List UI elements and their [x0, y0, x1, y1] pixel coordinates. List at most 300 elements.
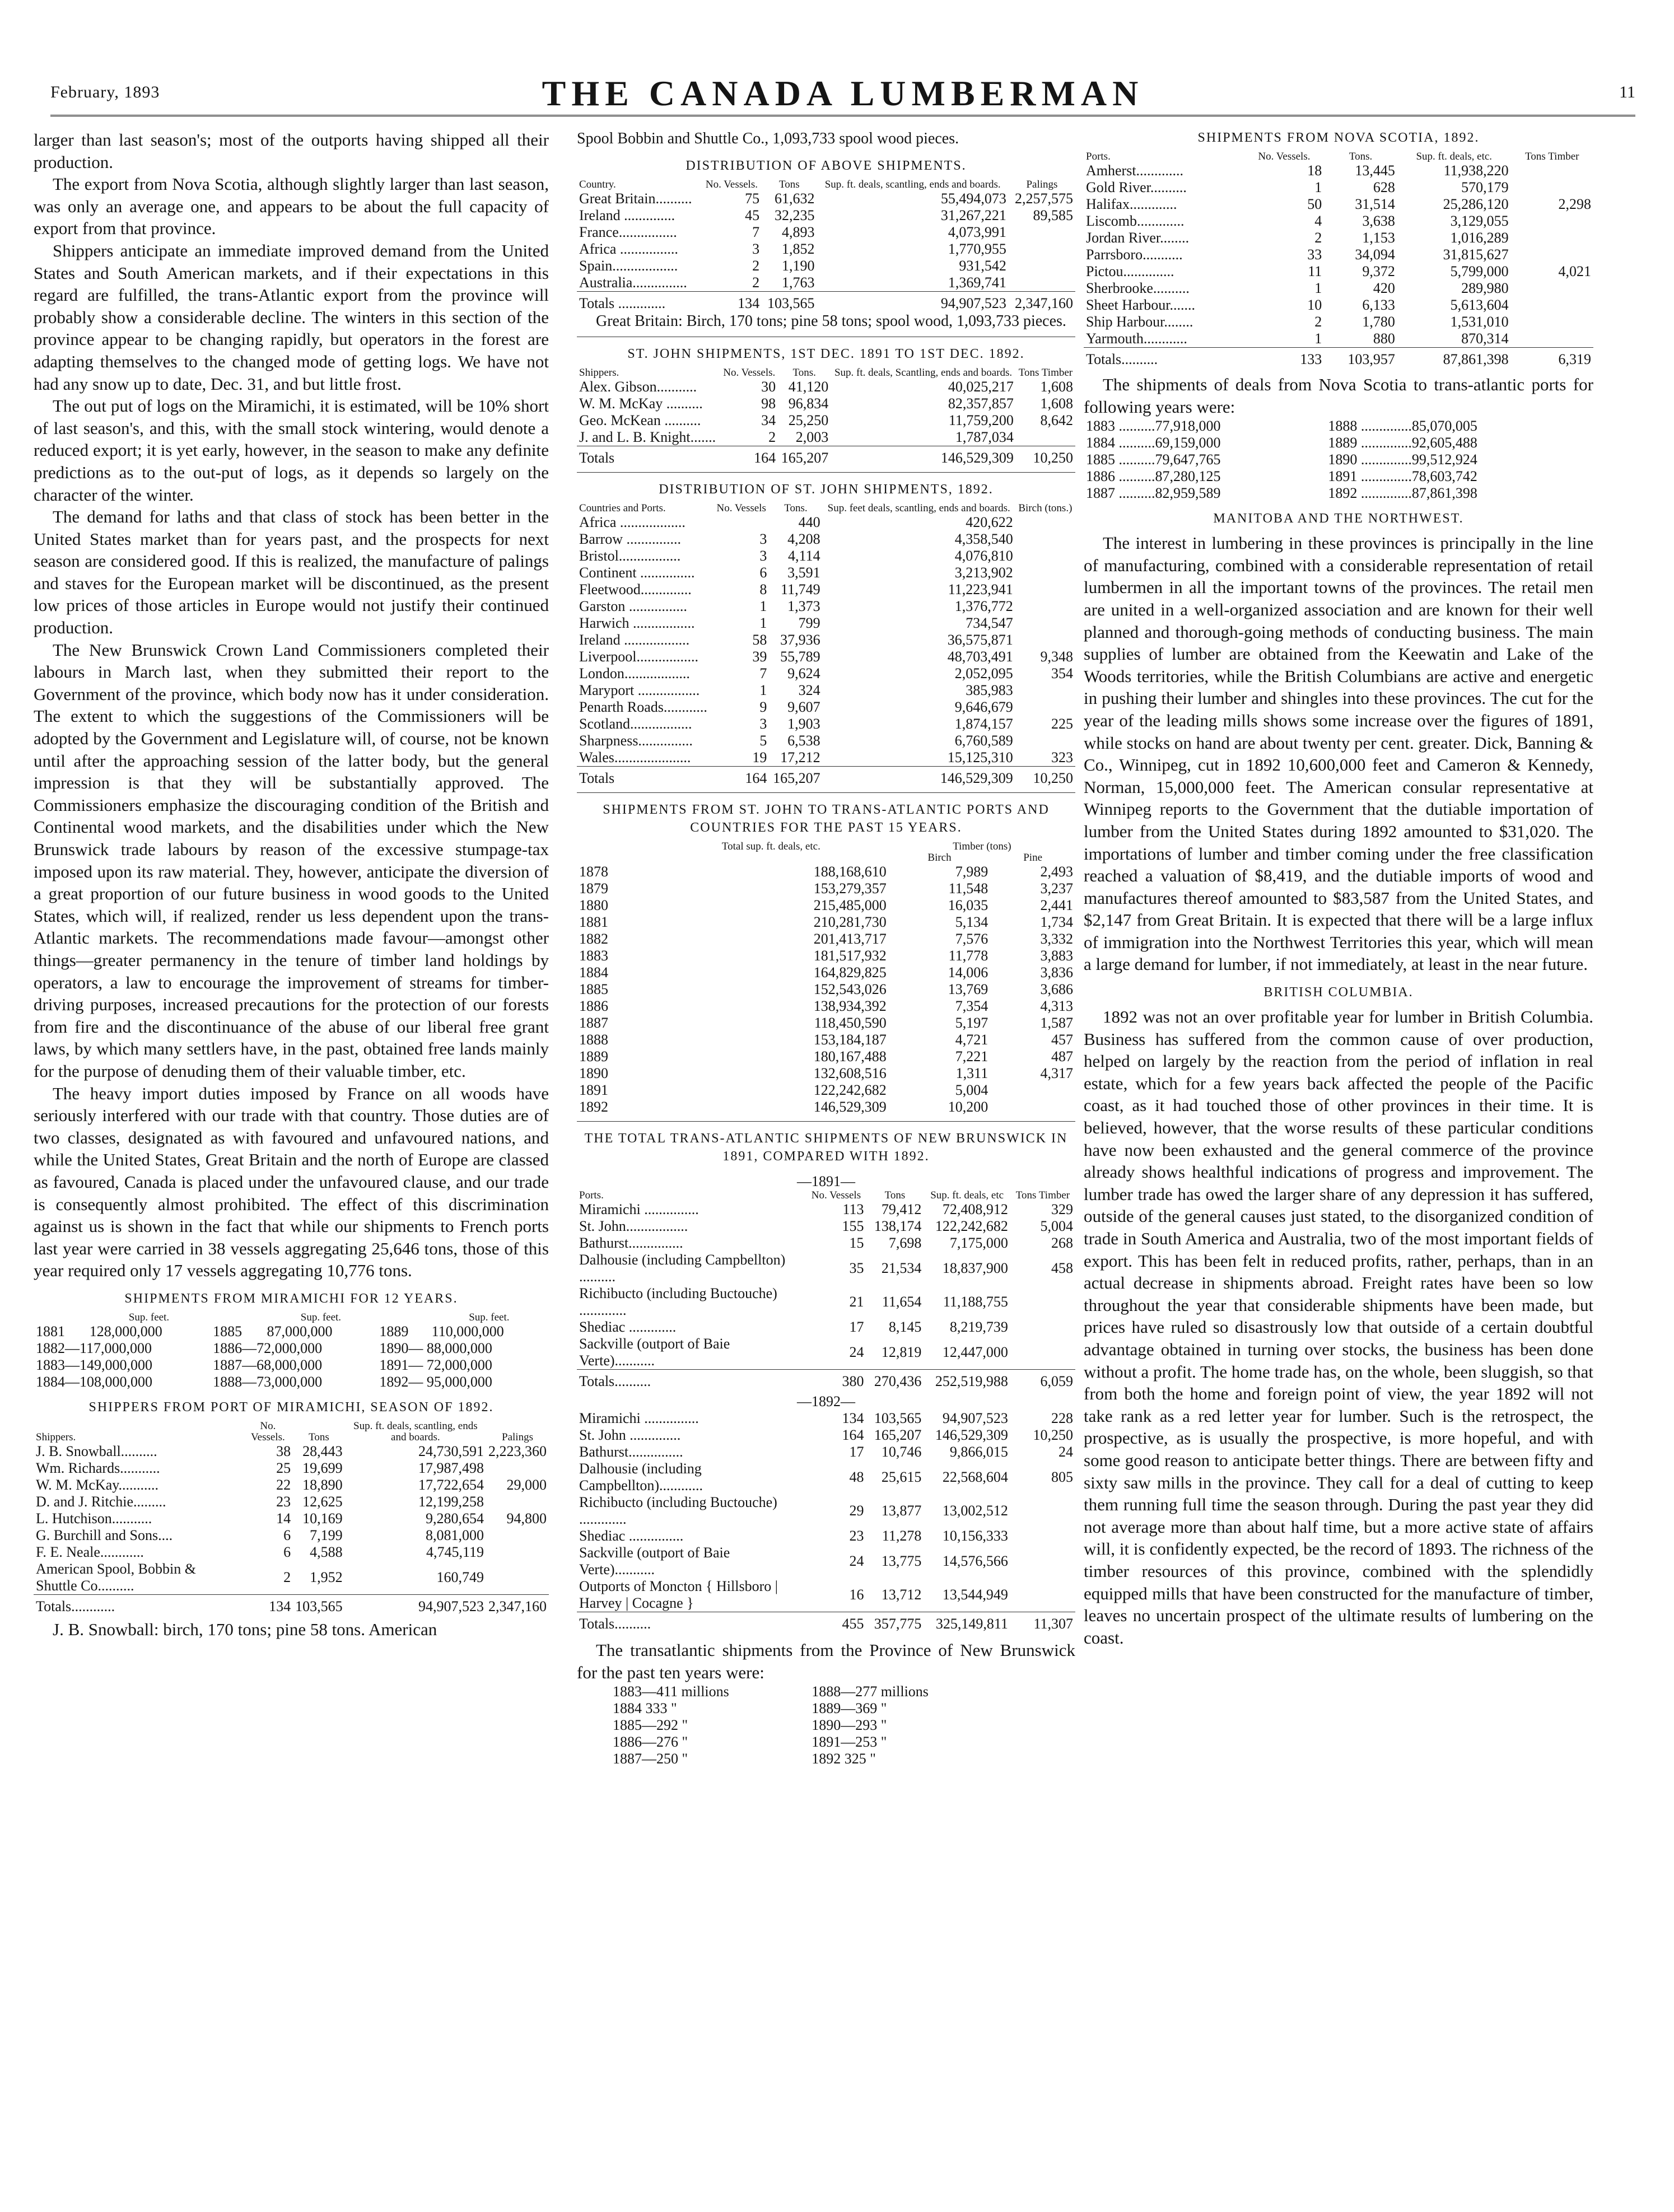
table-cell: Yarmouth............ — [1086, 330, 1187, 347]
table-cell: 4,076,810 — [954, 548, 1013, 564]
table-cell: 1,874,157 — [954, 716, 1013, 732]
table-cell: 1,787,034 — [955, 429, 1014, 445]
table-row — [34, 1494, 549, 1510]
table-cell: 8,145 — [888, 1319, 922, 1335]
table-cell: 931,542 — [959, 258, 1006, 274]
distribution-table — [577, 179, 1075, 312]
table-cell — [1015, 581, 1075, 598]
table-cell: 10,169 — [302, 1510, 343, 1527]
table-row — [577, 1218, 1075, 1235]
table-cell: 4,893 — [782, 224, 815, 240]
table-cell: 82,357,857 — [948, 395, 1014, 412]
table-cell: 10,250 — [1033, 1427, 1073, 1443]
paragraph: The New Brunswick Crown Land Commissioners completed their labours in March last, when they submitted their report to the Government of the province, which body now has it under consideration. The extent to which the suggestions of the Commissioners will be adopted by the Government and Legislature will, of course, not be known until after the approaching session of the latter body, but the general impression is that they will be substantially approved. The Commissioners emphasize the discouraging condition of the British and Continental wood markets, and the disabilities under which the New Brunswick trade labours by reason of the excessive stumpage-tax imposed upon its raw material. They, however, anticipate the diversion of a great proportion of our future business in wood goods to the United States, which will, if realized, render us less dependent upon the trans-Atlantic markets. The recommendations made favour—amongst other things—greater permanency in the tenure of timber land holdings by operators, a law to encourage the improvement of streams for timber-driving purposes, increased precautions for the protection of our forests from fire and the discontinuance of the abuse of our liberal free grant laws, by which many settlers have, in the past, obtained free lands mainly for the purpose of denuding them of their valuable timber, etc. — [34, 640, 549, 1081]
table-cell: 40,025,217 — [948, 379, 1014, 395]
table-cell: 33 — [1307, 246, 1322, 263]
table-cell: 1,770,955 — [948, 241, 1006, 257]
table-cell: 134 — [842, 1410, 864, 1426]
table-cell: 14,006 — [948, 964, 988, 981]
table-cell: Africa ................ — [579, 241, 678, 257]
table-cell: 25,615 — [881, 1469, 922, 1485]
table-cell: Pictou.............. — [1086, 263, 1174, 279]
table-cell: 15,125,310 — [947, 749, 1013, 766]
table-cell: 4,313 — [1040, 998, 1073, 1014]
table-cell: Sheet Harbour....... — [1086, 297, 1195, 313]
table-cell: 24 — [849, 1553, 864, 1569]
table-cell: 323 — [1051, 749, 1073, 766]
table-cell: 4,588 — [310, 1543, 343, 1560]
table-cell: 22,568,604 — [942, 1469, 1008, 1485]
table-cell — [1010, 1285, 1075, 1319]
table-cell: 11,548 — [948, 880, 988, 897]
column-header: Palings — [502, 1431, 533, 1443]
table-cell: 1886 ..........87,280,125 — [1086, 468, 1221, 485]
table-cell — [1010, 1578, 1075, 1612]
table-heading: SHIPMENTS FROM ST. JOHN TO TRANS-ATLANTIC PORTS AND COUNTRIES FOR THE PAST 15 YEARS. — [603, 802, 1050, 835]
table-cell: 1 — [759, 598, 767, 614]
table-row — [577, 632, 1075, 648]
table-heading: SHIPPERS FROM PORT OF MIRAMICHI, SEASON OF 1892. — [88, 1399, 494, 1415]
table-cell: Wales..................... — [579, 749, 691, 766]
table-row — [34, 1443, 549, 1460]
table-cell: Australia............... — [579, 274, 687, 291]
table-cell: 210,281,730 — [813, 914, 887, 930]
table-row — [577, 548, 1075, 564]
column-header: Sup. ft. deals, etc — [930, 1189, 1004, 1201]
table-cell: 7,989 — [955, 864, 988, 880]
table-cell — [1511, 280, 1593, 297]
table-cell: L. Hutchison........... — [36, 1510, 152, 1527]
table-cell: 1,608 — [1040, 379, 1073, 395]
table-cell: 1,311 — [955, 1065, 988, 1081]
table-cell: 39 — [752, 648, 767, 665]
table-cell: 270,436 — [866, 1370, 924, 1390]
table-row — [577, 598, 1075, 615]
masthead-rule — [50, 115, 1635, 116]
column-header: Countries and Ports. — [579, 502, 666, 514]
table-cell: 15 — [849, 1235, 864, 1251]
table-row — [577, 682, 1075, 699]
table-cell: 1887 — [579, 1015, 608, 1031]
table-cell: 4,358,540 — [954, 531, 1013, 547]
table-cell: F. E. Neale............ — [36, 1543, 144, 1560]
table-cell: 48,703,491 — [947, 648, 1013, 665]
table-cell — [1009, 224, 1075, 241]
table-cell: American Spool, Bobbin & Shuttle Co.......... — [36, 1560, 196, 1594]
table-cell: 8,642 — [1040, 412, 1073, 428]
page-number: 11 — [1619, 83, 1635, 101]
table-cell — [1511, 162, 1593, 179]
table-cell: 11,749 — [781, 581, 820, 598]
table-cell: 440 — [798, 514, 820, 530]
table-cell: 5,004 — [1040, 1218, 1073, 1234]
table-cell: 55,494,073 — [940, 190, 1006, 207]
column-3 — [1084, 129, 1593, 1649]
table-cell: 1,780 — [1362, 314, 1395, 330]
table-cell — [1010, 1336, 1075, 1370]
column-header: Tons. — [792, 367, 816, 379]
table-cell: 1,852 — [782, 241, 815, 257]
table-cell: 4,021 — [1558, 263, 1591, 279]
table-cell: 1,190 — [782, 258, 815, 274]
table-cell: 2,298 — [1558, 196, 1591, 212]
table-heading: DISTRIBUTION OF ST. JOHN SHIPMENTS, 1892. — [659, 482, 994, 497]
table-cell: 19,699 — [302, 1459, 343, 1476]
table-row — [577, 948, 1075, 964]
table-row — [34, 1510, 549, 1527]
table-cell — [1010, 1528, 1075, 1544]
table-row — [577, 931, 1075, 948]
table-cell: 1891—253 " — [812, 1734, 887, 1751]
table-cell: 19 — [752, 749, 767, 766]
table-row — [577, 1048, 1075, 1065]
table-cell: 5,799,000 — [1450, 263, 1509, 279]
table-row — [577, 207, 1075, 224]
table-cell: 7,698 — [888, 1235, 922, 1251]
column-header: Tons Timber — [1018, 367, 1073, 379]
table-cell: 3,129,055 — [1450, 213, 1509, 229]
table-cell: Dalhousie (including Campbellton) .......... — [579, 1252, 786, 1285]
table-cell: 1885—292 " — [613, 1717, 688, 1734]
table-row — [577, 1528, 1075, 1544]
table-cell: 18,890 — [302, 1476, 343, 1493]
table-cell: 11,278 — [882, 1528, 922, 1544]
table-cell: 1,608 — [1040, 395, 1073, 412]
table-cell: 3,332 — [1040, 931, 1073, 947]
section-heading: BRITISH COLUMBIA. — [1263, 985, 1414, 1000]
table-cell: Geo. McKean .......... — [579, 412, 701, 428]
table-cell: 325,149,811 — [924, 1612, 1010, 1633]
column-header: Total sup. ft. deals, etc. — [721, 841, 820, 852]
table-row — [577, 190, 1075, 207]
table-cell — [1511, 330, 1593, 348]
table-cell: 41,120 — [788, 379, 829, 395]
table-cell: 7,199 — [310, 1527, 343, 1543]
table-cell: 1 — [1314, 280, 1322, 296]
table-row — [1084, 330, 1593, 348]
column-header: Palings — [1026, 179, 1058, 190]
table-row — [610, 1700, 1009, 1717]
table-cell: 457 — [1051, 1032, 1073, 1048]
table-cell: 31,267,221 — [940, 207, 1006, 223]
table-cell: 103,565 — [874, 1410, 922, 1426]
totals-row — [577, 292, 1075, 312]
table-cell: 6,319 — [1511, 348, 1593, 368]
table-cell: 34 — [761, 412, 776, 428]
table-row — [1084, 418, 1593, 435]
table-cell: 58 — [752, 632, 767, 648]
nova-scotia-table — [1084, 151, 1593, 368]
table-cell: 12,819 — [881, 1344, 922, 1360]
table-cell: 164 — [714, 767, 769, 787]
table-row — [1084, 314, 1593, 330]
table-cell: 165,207 — [778, 446, 831, 467]
table-cell: 1,763 — [782, 274, 815, 291]
table-cell — [1511, 246, 1593, 263]
table-cell: London.................. — [579, 665, 690, 682]
table-cell: 48 — [849, 1469, 864, 1485]
table-heading: SHIPMENTS FROM NOVA SCOTIA, 1892. — [1197, 130, 1480, 145]
table-cell: 38 — [276, 1443, 291, 1459]
table-cell: 1890 — [579, 1065, 608, 1081]
table-row — [1084, 485, 1593, 502]
table-cell: 10 — [1307, 297, 1322, 313]
table-cell: 50 — [1307, 196, 1322, 212]
table-cell: Bathurst............... — [579, 1235, 683, 1251]
table-cell: 55,789 — [780, 648, 820, 665]
table-cell: 23 — [276, 1493, 291, 1510]
table-cell — [486, 1561, 549, 1595]
table-cell — [1015, 531, 1075, 548]
table-cell: 8,081,000 — [425, 1527, 484, 1543]
table-cell: 2,052,095 — [954, 665, 1013, 682]
table-cell: 3,836 — [1040, 964, 1073, 981]
table-row — [577, 615, 1075, 632]
table-cell: 1 — [1314, 330, 1322, 347]
table-cell: 6,059 — [1010, 1370, 1075, 1390]
table-cell: 458 — [1051, 1260, 1073, 1276]
column-header: Ports. — [579, 1189, 604, 1201]
divider — [577, 472, 1075, 473]
table-cell: 1,903 — [787, 716, 820, 732]
table-cell: 10,746 — [881, 1444, 922, 1460]
table-cell: 32,235 — [775, 207, 815, 223]
table-cell: Liverpool................. — [579, 648, 699, 665]
table-cell: 1889—369 " — [812, 1700, 887, 1717]
table-cell: 1883 — [579, 948, 608, 964]
table-cell: Totals.......... — [1084, 348, 1244, 368]
table-row — [577, 699, 1075, 716]
table-cell: 228 — [1051, 1410, 1073, 1426]
table-cell: Amherst............. — [1086, 162, 1184, 179]
table-row — [1084, 263, 1593, 280]
table-row — [577, 412, 1075, 429]
table-cell: 3,591 — [787, 564, 820, 581]
table-cell: 98 — [761, 395, 776, 412]
table-row — [577, 1082, 1075, 1099]
table-row — [577, 274, 1075, 292]
table-cell: 180,167,488 — [813, 1048, 887, 1065]
table-row — [577, 1032, 1075, 1048]
totals-row — [577, 446, 1075, 467]
table-row — [34, 1460, 549, 1477]
table-cell: 2 — [283, 1569, 291, 1585]
table-cell: 10,156,333 — [942, 1528, 1008, 1544]
totals-row — [577, 767, 1075, 787]
table-cell: 72,408,912 — [942, 1201, 1008, 1217]
table-cell: 3,883 — [1040, 948, 1073, 964]
table-cell — [486, 1544, 549, 1561]
table-cell: 354 — [1051, 665, 1073, 682]
table-cell: 94,907,523 — [942, 1410, 1008, 1426]
table-cell: 1887—250 " — [613, 1751, 688, 1767]
table-cell: 11,759,200 — [948, 412, 1014, 428]
table-cell: 455 — [806, 1612, 866, 1633]
table-cell: 7 — [752, 224, 760, 240]
table-cell: 1890—293 " — [812, 1717, 887, 1734]
table-cell: 4,317 — [1040, 1065, 1073, 1081]
table-cell: Bristol................. — [579, 548, 681, 564]
table-cell: 268 — [1051, 1235, 1073, 1251]
table-cell: 75 — [745, 190, 760, 207]
column-header: Tons Timber — [1525, 151, 1579, 162]
table-cell: 146,529,309 — [831, 446, 1016, 467]
table-cell: 13,775 — [881, 1553, 922, 1569]
table-heading: THE TOTAL TRANS-ATLANTIC SHIPMENTS OF NEW BRUNSWICK IN 1891, COMPARED WITH 1892. — [584, 1131, 1068, 1164]
nova-scotia-years-table — [1084, 418, 1593, 502]
table-cell: 79,412 — [881, 1201, 922, 1217]
table-cell: 18 — [1307, 162, 1322, 179]
miramichi-years-table — [34, 1312, 549, 1390]
table-cell: 61,632 — [775, 190, 815, 207]
table-cell: 1 — [759, 615, 767, 631]
table-cell: 9,646,679 — [954, 699, 1013, 715]
table-cell: 13,002,512 — [942, 1502, 1008, 1519]
table-cell: 420 — [1373, 280, 1395, 296]
table-cell: Totals.......... — [577, 1370, 806, 1390]
table-cell: 7 — [759, 665, 767, 682]
table-cell: Africa .................. — [579, 514, 686, 530]
table-row — [577, 864, 1075, 880]
table-row — [1084, 179, 1593, 196]
table-cell: 9 — [759, 699, 767, 715]
paragraph: 1892 was not an over profitable year for lumber in British Columbia. Business has suffered from the common cause of over production, helped on largely by the reaction from the period of inflation in real estate, which for a few years back affected the people of the Pacific coast, as it had touched those of other provinces in their time. It is believed, however, that the worse results of these particular conditions have now been exhausted and the general commerce of the province already shows healthful indications of progress and improvement. The lumber trade has owed the larger share of any depression it has suffered, outside of the general causes just stated, to the disorganized condition of trade in South America and Australia, two of the most important fields of export. This has been felt in reduced profits, rather, perhaps, than in an actual decrease in shipments abroad. Freight rates have been so low throughout the year that considerable shipments have been made, but prices have ruled so disastrously low that outside of a certain doubtful advantage obtained in turning over stocks, the business has been done without a profit. The home trade has, on the whole, been sluggish, so that from both the home and foreign point of view, the year 1892 will not take rank as a red letter year for lumber. Such is the retrospect, the prospective, as is usually the prospective, is more hopeful, and with some good reason to anticipate better things. There are between fifty and sixty saw mills in the province. They call for a deal of cutting to keep them running full time the season through. During the past year they did not average more than about half time, but a more active state of affairs will, it is confidently expected, be the record of 1893. The richness of the timber resources of this province, combined with the splendidly equipped mills that have been constructed for the manufacture of timber, leaves no uncertain prospect of the ultimate results of lumbering on the coast. — [1084, 1007, 1593, 1648]
table-cell: 13,769 — [948, 981, 988, 997]
totals-row — [34, 1594, 549, 1615]
table-cell: Ireland .............. — [579, 207, 675, 223]
table-cell: 289,980 — [1461, 280, 1509, 296]
table-cell: 25 — [276, 1459, 291, 1476]
table-cell: 138,934,392 — [813, 998, 887, 1014]
newspaper-title: THE CANADA LUMBERMAN — [542, 73, 1144, 113]
table-cell: Ship Harbour........ — [1086, 314, 1193, 330]
table-cell: 11,223,941 — [948, 581, 1013, 598]
column-header: Ports. — [1086, 151, 1111, 162]
table-cell: 7,175,000 — [949, 1235, 1008, 1251]
table-cell: 1882 — [579, 931, 608, 947]
table-cell: Sackville (outport of Baie Verte)........... — [579, 1544, 730, 1578]
table-cell: Miramichi ............... — [579, 1201, 699, 1217]
table-cell: 2,223,360 — [488, 1443, 547, 1459]
table-cell: 17,212 — [780, 749, 820, 766]
divider — [577, 792, 1075, 793]
table-cell — [1511, 314, 1593, 330]
column-header: Tons Timber — [1015, 1189, 1070, 1201]
table-cell: St. John .............. — [579, 1427, 681, 1443]
table-cell: 12,625 — [302, 1493, 343, 1510]
table-cell: 357,775 — [866, 1612, 924, 1633]
table-cell: 1884 — [579, 964, 608, 981]
table-row — [1084, 435, 1593, 451]
column-header: No. Vessels — [716, 502, 766, 514]
table-cell — [486, 1494, 549, 1510]
table-cell: Fleetwood.............. — [579, 581, 692, 598]
column-header: Birch — [927, 852, 952, 864]
table-cell: 18,837,900 — [942, 1260, 1008, 1276]
column-1 — [34, 129, 549, 1640]
table-cell — [486, 1460, 549, 1477]
table-cell: 1886—276 " — [613, 1734, 688, 1751]
table-cell: 7,354 — [955, 998, 988, 1014]
table-row — [577, 998, 1075, 1015]
table-cell — [1010, 1319, 1075, 1336]
table-cell: 799 — [798, 615, 820, 631]
table-cell: 4,745,119 — [426, 1543, 484, 1560]
table-cell: 1891 — [579, 1082, 608, 1098]
table-cell: 3 — [752, 241, 760, 257]
table-cell — [1511, 230, 1593, 246]
table-cell — [990, 1099, 1075, 1116]
table-row — [1084, 468, 1593, 485]
table-cell: 3,686 — [1040, 981, 1073, 997]
table-cell: 1,016,289 — [1450, 230, 1509, 246]
table-cell: 1881 — [579, 914, 608, 930]
table-cell: Barrow ............... — [579, 531, 681, 547]
table-cell: G. Burchill and Sons.... — [36, 1527, 173, 1543]
table-cell: 6 — [283, 1543, 291, 1560]
continued-line: Spool Bobbin and Shuttle Co., 1,093,733 spool wood pieces. — [577, 130, 959, 147]
column-2 — [577, 129, 1075, 1767]
section-heading: MANITOBA AND THE NORTHWEST. — [1213, 511, 1464, 526]
table-cell — [1015, 564, 1075, 581]
table-cell: 1885 — [579, 981, 608, 997]
table-row — [577, 981, 1075, 998]
table-cell: 11,938,220 — [1443, 162, 1509, 179]
table-cell: 11,307 — [1010, 1612, 1075, 1633]
table-cell: 11 — [1308, 263, 1322, 279]
table-row — [577, 897, 1075, 914]
table-row — [577, 665, 1075, 682]
masthead — [50, 73, 1635, 112]
table-cell: 164,829,825 — [813, 964, 887, 981]
table-cell — [1009, 258, 1075, 274]
table-cell: 252,519,988 — [924, 1370, 1010, 1390]
table-cell: Totals............ — [34, 1594, 243, 1615]
table-cell: 8 — [759, 581, 767, 598]
table-cell: 10,200 — [948, 1099, 988, 1115]
table-row — [577, 914, 1075, 931]
table-cell — [1015, 598, 1075, 615]
column-header: No. Vessels — [811, 1189, 861, 1201]
table-cell: 17,722,654 — [418, 1476, 484, 1493]
table-row — [577, 1319, 1075, 1336]
table-cell: 6 — [759, 564, 767, 581]
table-row — [577, 1427, 1075, 1444]
table-row — [34, 1477, 549, 1494]
table-cell: 103,565 — [762, 292, 817, 312]
table-cell: Richibucto (including Buctouche) ............. — [579, 1494, 777, 1527]
table-cell: 103,957 — [1324, 348, 1397, 368]
table-cell: J. and L. B. Knight....... — [579, 429, 716, 445]
table-cell: 1,734 — [1040, 914, 1073, 930]
table-cell: 2 — [768, 429, 776, 445]
table-cell: 420,622 — [966, 514, 1013, 530]
table-cell: 4 — [1314, 213, 1322, 229]
table-cell: 21,534 — [881, 1260, 922, 1276]
table-cell: Jordan River........ — [1086, 230, 1190, 246]
table-cell: 1 — [759, 682, 767, 698]
table-row: 1884—108,000,000 1888—73,000,000 1892— 95,000,000 — [36, 1373, 492, 1390]
st-john-distribution-table — [577, 503, 1075, 787]
table-cell: 3,213,902 — [954, 564, 1013, 581]
totals-row — [577, 1612, 1075, 1633]
table-cell: 94,907,523 — [345, 1594, 486, 1615]
table-cell: 5,197 — [955, 1015, 988, 1031]
table-row — [577, 1410, 1075, 1427]
table-cell — [1015, 682, 1075, 699]
table-cell — [1511, 297, 1593, 314]
table-row — [577, 1015, 1075, 1032]
